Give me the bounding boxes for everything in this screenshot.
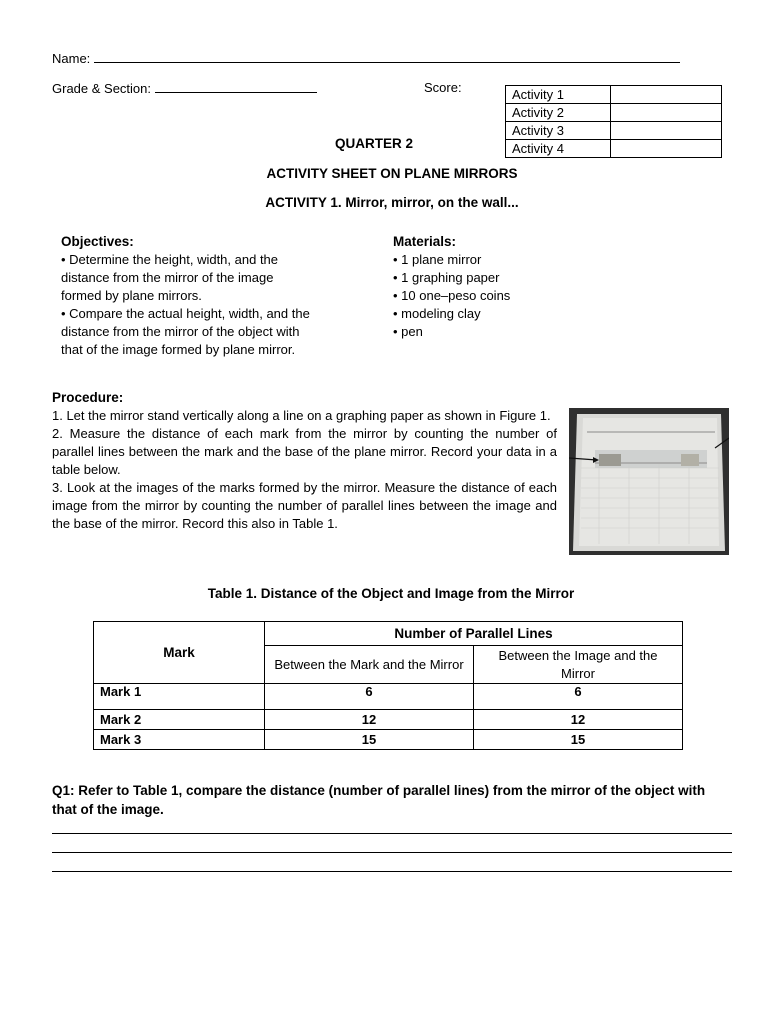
score-activity-label: Activity 2 [506,104,611,122]
score-row [506,86,722,104]
figure-1-photo [569,408,729,555]
answer-line[interactable] [52,871,732,872]
table-row [94,710,683,730]
materials-section [393,234,593,341]
procedure-step: 1. Let the mirror stand vertically along a line on a graphing paper as shown in Figure 1. [52,408,551,423]
object-distance-value: 12 [265,710,474,730]
image-distance-value: 6 [474,684,683,710]
score-activity-label: Activity 1 [506,86,611,104]
objectives-section [61,234,361,359]
objective-line: • Compare the actual height, width, and the [61,306,310,321]
distance-table [93,621,683,750]
score-activity-label: Activity 4 [506,140,611,158]
grade-section-row [52,80,317,96]
objective-line: distance from the mirror of the image [61,270,274,285]
table-row [94,684,683,710]
objective-line: distance from the mirror of the object with [61,324,300,339]
objective-line: • Determine the height, width, and the [61,252,279,267]
objective-line: that of the image formed by plane mirror. [61,342,296,357]
material-item: • 1 graphing paper [393,270,500,285]
parallel-lines-group-header: Number of Parallel Lines [265,622,683,646]
material-item: • 1 plane mirror [393,252,482,267]
material-item: • pen [393,324,423,339]
image-distance-value: 15 [474,730,683,750]
object-distance-header: Between the Mark and the Mirror [265,646,474,684]
name-input-line[interactable] [94,50,680,63]
material-item: • 10 one–peso coins [393,288,511,303]
score-activity-value[interactable] [611,104,722,122]
object-distance-value: 15 [265,730,474,750]
material-item: • modeling clay [393,306,481,321]
table-1-caption: Table 1. Distance of the Object and Image from the Mirror [207,586,575,601]
answer-line[interactable] [52,852,732,853]
object-distance-value: 6 [265,684,474,710]
procedure-step: 3. Look at the images of the marks formed by the mirror. Measure the distance of each image from the mirror by counting the number of parallel lines between the image and the base of the mirror. Record this also in Table 1. [52,480,557,531]
question-1: Q1: Refer to Table 1, compare the distance (number of parallel lines) from the mirror of the object with that of the image. [52,783,706,817]
mark-label: Mark 1 [94,684,265,710]
grade-section-input-line[interactable] [155,80,317,93]
materials-heading: Materials: [393,234,457,249]
answer-line[interactable] [52,833,732,834]
quarter-title: QUARTER 2 [334,136,413,151]
score-activity-label: Activity 3 [506,122,611,140]
objectives-heading: Objectives: [61,234,134,249]
name-label: Name: [52,51,91,66]
procedure-section [52,390,557,533]
score-row [506,104,722,122]
score-activity-value[interactable] [611,86,722,104]
mark-label: Mark 3 [94,730,265,750]
mark-label: Mark 2 [94,710,265,730]
activity-title: ACTIVITY 1. Mirror, mirror, on the wall... [265,195,519,210]
mirror-setup-illustration [569,408,729,555]
grade-section-label: Grade & Section: [52,81,151,96]
image-distance-header: Between the Image and the Mirror [474,646,683,684]
image-distance-value: 12 [474,710,683,730]
objective-line: formed by plane mirrors. [61,288,202,303]
sheet-title: ACTIVITY SHEET ON PLANE MIRRORS [266,166,518,181]
procedure-heading: Procedure: [52,390,124,405]
name-field-row [52,50,680,66]
score-label: Score: [424,80,462,95]
procedure-step: 2. Measure the distance of each mark from the mirror by counting the number of parallel lines between the mark and the base of the plane mirror. Record your data in a table below. [52,426,557,477]
table-row [94,730,683,750]
mark-column-header: Mark [94,622,265,684]
